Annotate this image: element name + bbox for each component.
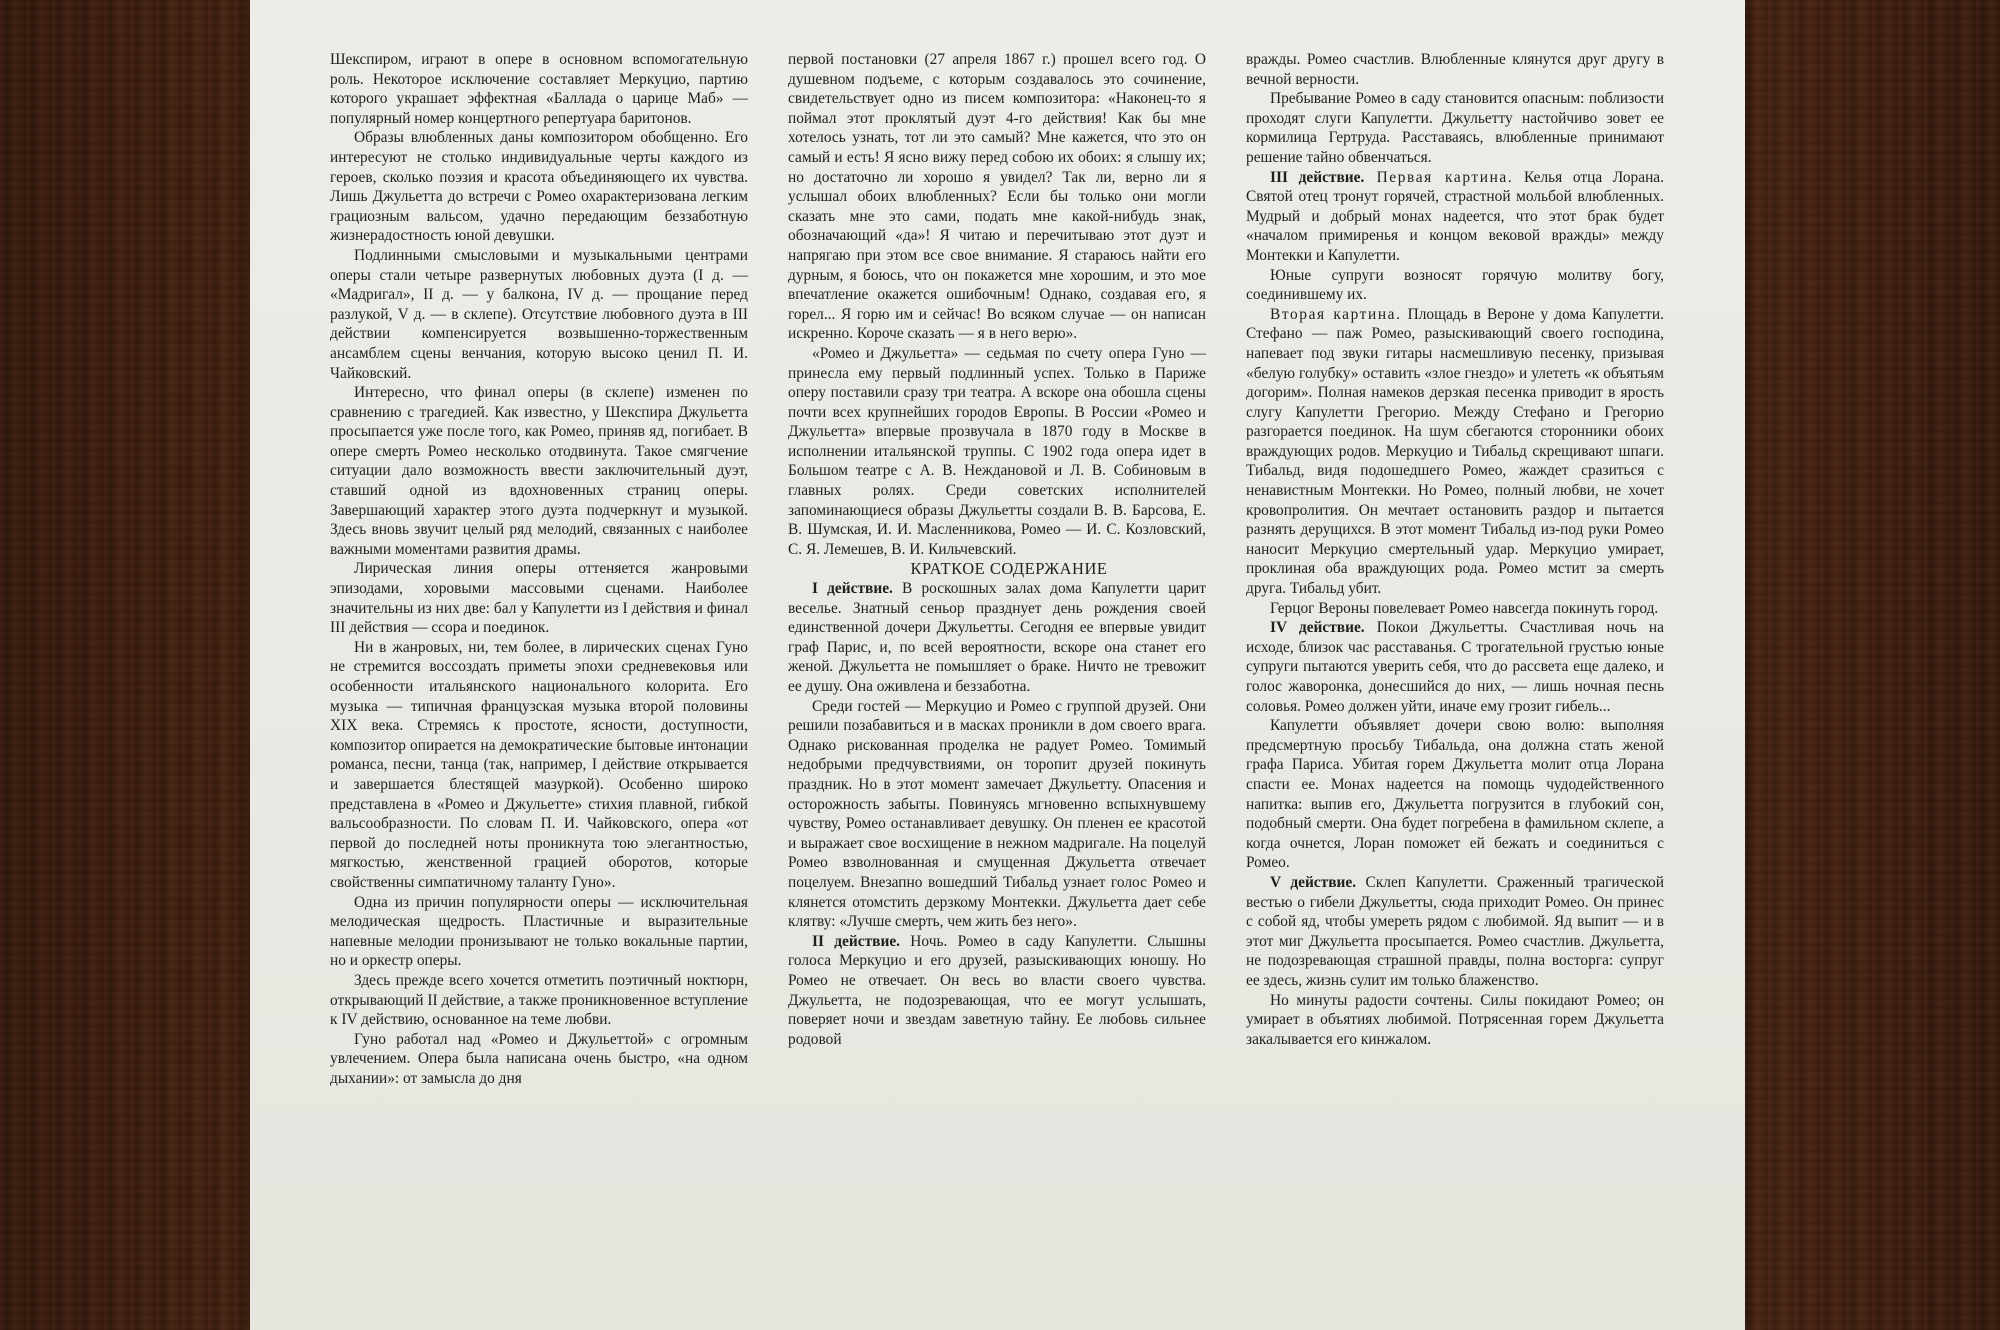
- paragraph: Подлинными смысловыми и музыкальными центрами оперы стали четыре развернутых любовных дуэта (I д. — «Мадригал», II д. — у балкона, IV д. — прощание перед разлукой, V д. — в склепе). Отсутствие любовного дуэта в III действии компенсируется возвышенно-торжественным ансамблем сцены венчания, которую высоко ценил П. И. Чайковский.: [330, 246, 748, 382]
- paragraph-scene-2: [1246, 305, 1664, 599]
- paragraph: Шекспиром, играют в опере в основном вспомогательную роль. Некоторое исключение составляет Меркуцио, партию которого украшает эффектная «Баллада о царице Маб» — популярный номер концертного репертуара баритонов.: [330, 51, 748, 127]
- paragraph: Лирическая линия оперы оттеняется жанровыми эпизодами, хоровыми массовыми сценами. Наиболее значительны из них две: бал у Капулетти из I действия и финал III действия — ссора и поединок.: [330, 560, 748, 637]
- paragraph-act-4: [1246, 618, 1664, 716]
- scene-label: Вторая картина.: [1270, 305, 1402, 323]
- paragraph: Интересно, что финал оперы (в склепе) изменен по сравнению с трагедией. Как известно, у Шекспира Джульетта просыпается уже после того, как Ромео, приняв яд, погибает. В опере смерть Ромео несколько отодвинута. Такое смягчение ситуации дало возможность ввести заключительный дуэт, ставший одной из вдохновенных страниц оперы. Завершающий характер этого дуэта подчеркнут и музыкой. Здесь вновь звучит целый ряд мелодий, связанных с наиболее важными моментами развития драмы.: [330, 384, 748, 558]
- paragraph: Одна из причин популярности оперы — исключительная мелодическая щедрость. Пластичные и выразительные напевные мелодии пронизывают не только вокальные партии, но и оркестр оперы.: [330, 893, 748, 970]
- act-label: III действие.: [1270, 168, 1365, 186]
- paragraph: Герцог Вероны повелевает Ромео навсегда покинуть город.: [1270, 599, 1659, 617]
- act-label: I действие.: [812, 580, 893, 598]
- act-label: IV действие.: [1270, 619, 1365, 637]
- act-text: Ночь. Ромео в саду Капулетти. Слышны голоса Меркуцио и его друзей, разыскивающих юношу. Но Ромео не отвечает. Он весь во власти своего чувства. Джульетта, не подозревающая, что ее могут услышать, поверяет ночи и звездам заветную тайну. Ее любовь сильнее родовой: [788, 932, 1206, 1048]
- printed-sheet: [250, 0, 1745, 1330]
- act-text: Покои Джульетты. Счастливая ночь на исходе, близок час расставанья. С трогательной грустью юные супруги пытаются уверить себя, что до рассвета еще далеко, и голос жаворонка, донесшийся до них, — лишь ночная песнь соловья. Ромео должен уйти, иначе ему грозит гибель...: [1246, 619, 1664, 715]
- paragraph-act-2: [788, 932, 1206, 1050]
- paragraph-act-5: [1246, 873, 1664, 991]
- paragraph: Но минуты радости сочтены. Силы покидают Ромео; он умирает в объятиях любимой. Потрясенная горем Джульетта закалывается его кинжалом.: [1246, 991, 1664, 1048]
- act-text: Келья отца Лорана. Святой отец тронут горячей, страстной мольбой влюбленных. Мудрый и добрый монах надеется, что этот брак будет «началом примиренья и концом вековой вражды» между Монтекки и Капулетти.: [1246, 168, 1664, 264]
- paragraph: Образы влюбленных даны композитором обобщенно. Его интересуют не столько индивидуальные черты каждого из героев, сколько поэзия и красота объединяющего их чувства. Лишь Джульетта до встречи с Ромео охарактеризована легким грациозным вальсом, удачно передающим беззаботную жизнерадостность юной девушки.: [330, 129, 748, 245]
- section-heading: КРАТКОЕ СОДЕРЖАНИЕ: [910, 559, 1108, 579]
- act-label: V действие.: [1270, 873, 1357, 891]
- paragraph: Среди гостей — Меркуцио и Ромео с группой друзей. Они решили позабавиться и в масках проникли в дом своего врага. Однако рискованная проделка не радует Ромео. Томимый недобрыми предчувствиями, он торопит друзей покинуть праздник. Но в этот момент замечает Джульетту. Опасения и осторожность забыты. Повинуясь мгновенно вспыхнувшему чувству, Ромео останавливает девушку. Он пленен ее красотой и выражает свое восхищение в нежном мадригале. На поцелуй Ромео взволнованная и смущенная Джульетта отвечает поцелуем. Внезапно вошедший Тибальд узнает голос Ромео и клянется отомстить дерзкому Монтекки. Джульетта дает себе клятву: «Лучше смерть, чем жить без него».: [788, 697, 1206, 931]
- paragraph: «Ромео и Джульетта» — седьмая по счету опера Гуно — принесла ему первый подлинный успех. Только в Париже оперу поставили сразу три театра. А вскоре она обошла сцены почти всех крупнейших городов Европы. В России «Ромео и Джульетта» впервые прозвучала в 1870 году в Москве в исполнении итальянской труппы. С 1902 года опера идет в Большом театре с А. В. Неждановой и Л. В. Собиновым в главных ролях. Среди советских исполнителей запоминающиеся образы Джульетты создали В. В. Барсова, Е. В. Шумская, И. И. Масленникова, Ромео — И. С. Козловский, С. Я. Лемешев, В. И. Кильчевский.: [788, 344, 1206, 558]
- paragraph: Ни в жанровых, ни, тем более, в лирических сценах Гуно не стремится воссоздать приметы эпохи средневековья или особенности итальянского национального колорита. Его музыка — типичная французская музыка второй половины XIX века. Стремясь к простоте, ясности, доступности, композитор опирается на демократические бытовые интонации романса, песни, танца (так, например, I действие открывается и завершается блестящей мазуркой). Особенно широко представлена в «Ромео и Джульетте» стихия плавной, гибкой вальсообразности. По словам П. И. Чайковского, опера «от первой до последней ноты проникнута тою элегантностью, мягкостью, женственной грацией оборотов, которые свойственны симпатичному таланту Гуно».: [330, 638, 748, 891]
- scene-text: Площадь в Вероне у дома Капулетти. Стефано — паж Ромео, разыскивающий своего господина, напевает под звуки гитары насмешливую песенку, призывая «белую голубку» оставить «злое гнездо» и улететь «к объятьям догорим». Полная намеков дерзкая песенка приводит в ярость слугу Капулетти Грегорио. Между Стефано и Грегорио разгорается поединок. На шум сбегаются сторонники обоих враждующих родов. Меркуцио и Тибальд скрещивают шпаги. Тибальд, видя подошедшего Ромео, жаждет сразиться с ненавистным Монтекки. Но Ромео, полный любви, не хочет кровопролития. Он мечтает остановить раздор и пытается разнять дерущихся. В этот момент Тибальд из-под руки Ромео наносит Меркуцио смертельный удар. Меркуцио умирает, проклиная оба враждующих рода. Ромео мстит за смерть друга. Тибальд убит.: [1246, 305, 1664, 598]
- paragraph: первой постановки (27 апреля 1867 г.) прошел всего год. О душевном подъеме, с которым создавалось это сочинение, свидетельствует одно из писем композитора: «Наконец-то я поймал этот проклятый дуэт 4-го действия! Как бы мне хотелось узнать, тот ли это самый? Мне кажется, что это он самый и есть! Я ясно вижу перед собою их обоих: я слышу их; но достаточно ли хорошо я увидел? Так ли, верно ли я услышал обоих влюбленных? Если бы только они могли сказать мне это сами, подать мне какой-нибудь знак, обозначающий «да»! Я читаю и перечитываю этот дуэт и напрягаю при этом все свое внимание. Я стараюсь найти его дурным, я боюсь, что он покажется мне хорошим, и это мое впечатление окажется ошибочным! Однако, создавая его, я горел... Я горю им и сейчас! Во всяком случае — он написан искренно. Короче сказать — я в него верю».: [788, 51, 1206, 343]
- paragraph: Капулетти объявляет дочери свою волю: выполняя предсмертную просьбу Тибальда, она должна стать женой графа Париса. Убитая горем Джульетта молит отца Лорана спасти ее. Монах надеется на помощь чудодейственного напитка: выпив его, Джульетта погрузится в глубокий сон, подобный смерти. Она будет погребена в фамильном склепе, а когда очнется, Лоран поможет ей бежать и соединиться с Ромео.: [1246, 717, 1664, 872]
- paragraph: Здесь прежде всего хочется отметить поэтичный ноктюрн, открывающий II действие, а также проникновенное вступление к IV действию, основанное на теме любви.: [330, 971, 748, 1029]
- paragraph: Пребывание Ромео в саду становится опасным: поблизости проходят слуги Капулетти. Джульетту настойчиво зовет ее кормилица Гертруда. Расставаясь, влюбленные принимают решение тайно обвенчаться.: [1246, 90, 1664, 166]
- paragraph: Юные супруги возносят горячую молитву богу, соединившему их.: [1246, 266, 1664, 304]
- column-2: [788, 50, 1206, 1230]
- scene-label: Первая картина.: [1364, 168, 1514, 186]
- act-label: II действие.: [812, 932, 901, 950]
- column-1: [330, 50, 748, 1230]
- page-body: [330, 50, 1665, 1230]
- act-text: Склеп Капулетти. Сраженный трагической вестью о гибели Джульетты, сюда приходит Ромео. Он принес с собой яд, чтобы умереть рядом с любимой. Яд выпит — и в этот миг Джульетта просыпается. Ромео счастлив. Джульетта, не подозревающая страшной правды, полна восторга: супруг ее здесь, жизнь сулит им только блаженство.: [1246, 873, 1664, 989]
- paragraph: Гуно работал над «Ромео и Джульеттой» с огромным увлечением. Опера была написана очень быстро, «на одном дыхании»: от замысла до дня: [330, 1030, 748, 1087]
- column-3: [1246, 50, 1664, 1230]
- paragraph-act-3: [1246, 168, 1664, 266]
- act-text: В роскошных залах дома Капулетти царит веселье. Знатный сеньор празднует день рождения своей единственной дочери Джульетты. Сегодня ее впервые увидит граф Парис, и, по всей вероятности, вскоре она станет его женой. Джульетта не помышляет о браке. Ничто не тревожит ее душу. Она оживлена и беззаботна.: [788, 580, 1206, 695]
- paragraph-act-1: [788, 579, 1206, 697]
- paragraph: вражды. Ромео счастлив. Влюбленные клянутся друг другу в вечной верности.: [1246, 51, 1664, 88]
